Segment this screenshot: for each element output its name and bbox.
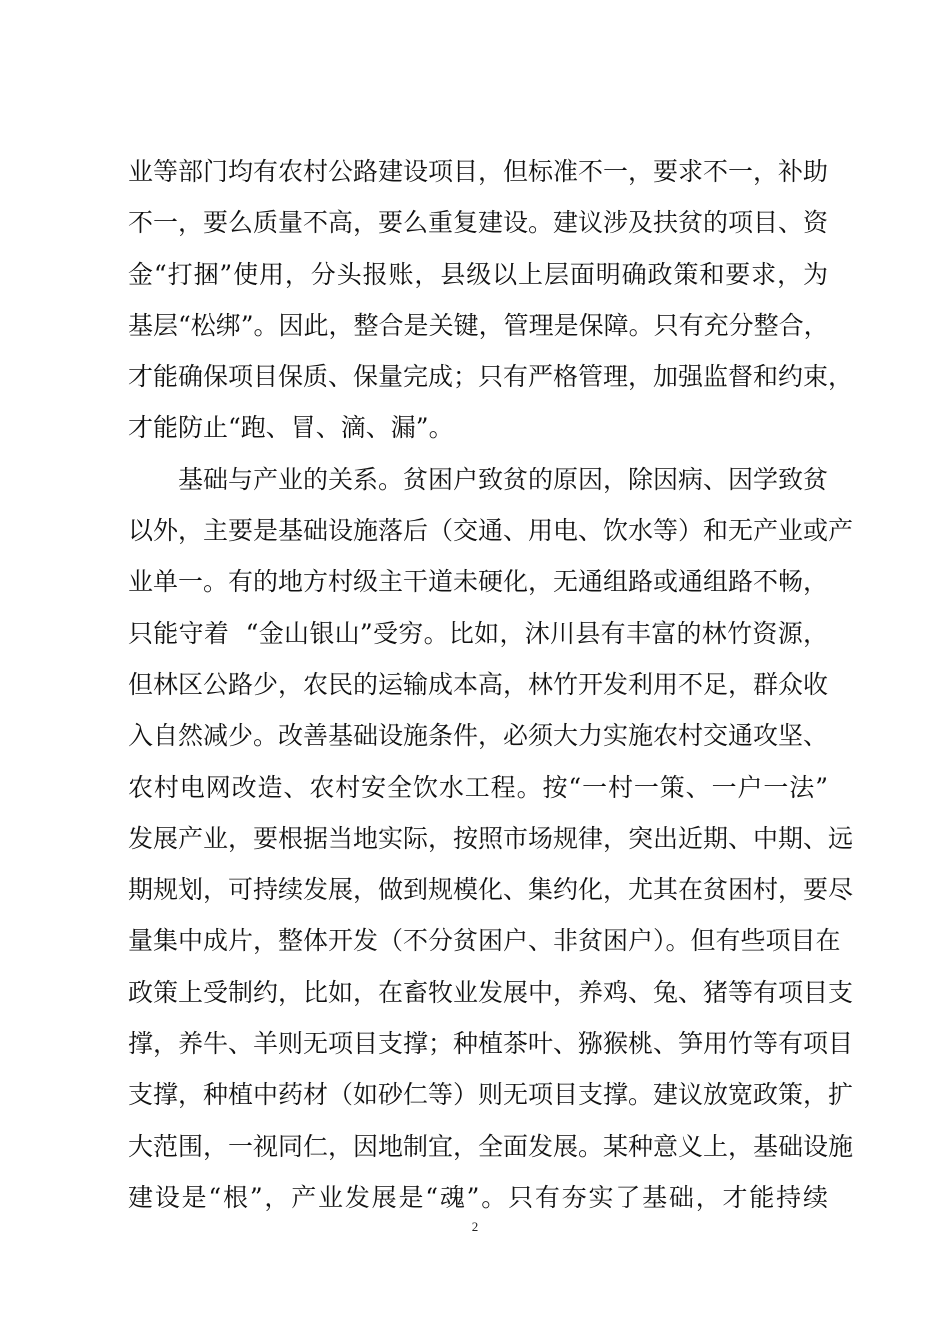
text-line: 政策上受制约，比如，在畜牧业发展中，养鸡、兔、猪等有项目支 [128, 977, 854, 1007]
text-line: 以外，主要是基础设施落后（交通、用电、饮水等）和无产业或产 [128, 516, 854, 546]
text-line: 农村电网改造、农村安全饮水工程。按“一村一策、一户一法” [128, 772, 828, 802]
text-line: 期规划，可持续发展，做到规模化、集约化，尤其在贫困村，要尽 [128, 875, 854, 905]
text-line: 支撑，种植中药材（如砂仁等）则无项目支撑。建议放宽政策，扩 [128, 1080, 854, 1110]
text-line: 量集中成片，整体开发（不分贫困户、非贫困户）。但有些项目在 [128, 926, 841, 956]
text-line: 业等部门均有农村公路建设项目，但标准不一，要求不一，补助 [128, 157, 829, 186]
text-line: 入自然减少。改善基础设施条件，必须大力实施农村交通攻坚、 [128, 721, 829, 751]
text-line: 大范围，一视同仁，因地制宜，全面发展。某种意义上，基础设施 [128, 1131, 854, 1161]
page-number: 2 [471, 1219, 479, 1234]
paragraph-first-line: 基础与产业的关系。贫困户致贫的原因，除因病、因学致贫 [178, 464, 829, 494]
text-line: 只能守着 “金山银山”受穷。比如，沐川县有丰富的林竹资源， [128, 618, 828, 648]
body-text [128, 146, 854, 1223]
text-line: 才能确保项目保质、保量完成；只有严格管理，加强监督和约束， [128, 362, 854, 392]
text-line: 但林区公路少，农民的运输成本高，林竹开发利用不足，群众收 [128, 669, 829, 699]
text-line: 金“打捆”使用，分头报账，县级以上层面明确政策和要求，为 [128, 259, 828, 289]
text-line: 发展产业，要根据当地实际，按照市场规律，突出近期、中期、远 [128, 823, 854, 853]
text-line: 不一，要么质量不高，要么重复建设。建议涉及扶贫的项目、资 [128, 208, 829, 238]
text-line: 业单一。有的地方村级主干道未硬化，无通组路或通组路不畅， [128, 567, 829, 597]
text-line: 撑，养牛、羊则无项目支撑；种植茶叶、猕猴桃、笋用竹等有项目 [128, 1029, 854, 1059]
text-line: 基层“松绑”。因此，整合是关键，管理是保障。只有充分整合， [128, 310, 829, 340]
text-line: 才能防止“跑、冒、滴、漏”。 [128, 413, 454, 443]
text-line: 建设是“根”，产业发展是“魂”。只有夯实了基础，才能持续 [128, 1182, 828, 1212]
